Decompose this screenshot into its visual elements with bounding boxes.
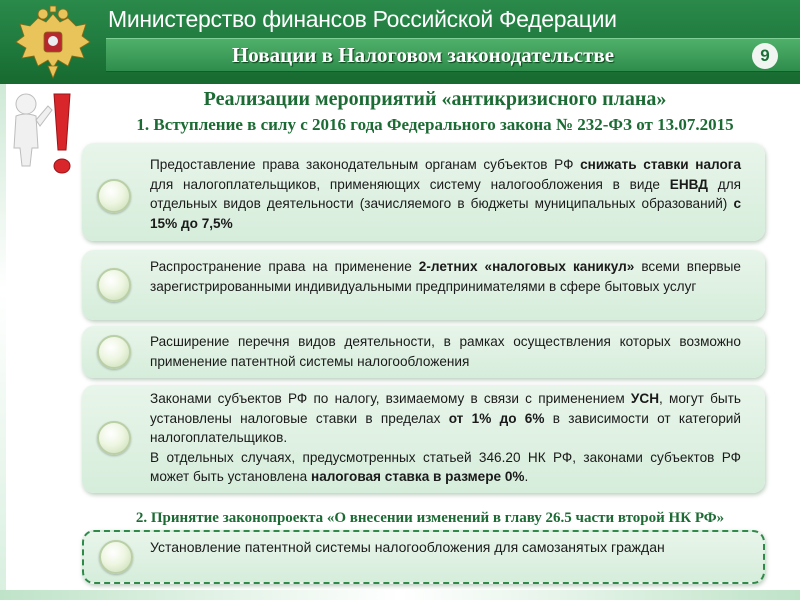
text-run: Предоставление права законодательным органам субъектов РФ [150,157,581,172]
text-bold: с 15% до 7,5% [150,196,741,231]
text-run: для отдельных видов деятельности (зачисляемого в бюджеты муниципальных образований) [150,176,741,211]
section1-title: 1. Вступление в силу с 2016 года Федерального закона № 232-ФЗ от 13.07.2015 [136,115,734,134]
measure-text-2 [150,257,741,296]
text-run: Установление патентной системы налогообложения для самозанятых граждан [150,539,665,555]
text-run: в зависимости от категорий налогоплательщиков. [150,410,741,445]
text-run: В отдельных случаях, предусмотренных статьей 346.20 НК РФ, законами субъектов РФ может быть установлена [150,449,741,484]
text-bold: налоговая ставка в размере 0% [311,469,525,484]
header-banner [0,0,800,84]
text-bold: УСН [630,391,660,406]
measure-card-1 [82,143,765,241]
text-run: . [524,469,529,484]
slide-subtitle: Новации в Налоговом законодательстве [231,43,615,67]
measure-card-5 [82,530,765,584]
bullet-icon [97,268,131,302]
text-run: Распространение права на применение [150,259,419,274]
section2-title: 2. Принятие законопроекта «О внесении изменений в главу 26.5 части второй НК РФ» [135,510,725,526]
measure-card-3 [82,326,765,378]
text-bold: ЕНВД [669,176,708,192]
slide-heading: Реализации мероприятий «антикризисного плана» [203,88,667,110]
text-bold: 2-летних «налоговых каникул» [418,259,635,274]
bullet-icon [99,540,133,574]
bottom-decoration [0,590,800,600]
measure-text-4 [150,389,741,487]
measure-card-4 [82,385,765,493]
left-decoration [0,84,6,600]
ministry-title: Министерство финансов Российской Федерации [108,6,617,32]
text-run: , могут быть установлены налоговые ставки в пределах [150,391,741,426]
measure-card-2 [82,250,765,320]
text-bold: от 1% до 6% [448,410,545,426]
page-number: 9 [752,43,778,69]
text-run: всеми впервые зарегистрированными индивидуальными предпринимателями в сфере бытовых услуг [150,259,741,294]
exclamation-figure-icon [8,86,80,182]
measure-text-5 [150,538,739,558]
text-run: Законами субъектов РФ по налогу, взимаемому в связи с применением [150,391,631,406]
measure-text-3 [150,332,741,371]
bullet-icon [97,335,131,369]
text-run: для налогоплательщиков, применяющих систему налогообложения в виде [150,176,670,192]
bullet-icon [97,179,131,213]
coat-of-arms-icon [8,4,98,82]
subtitle-bar [106,38,800,72]
text-run: Расширение перечня видов деятельности, в рамках осуществления которых возможно применение патентной системы налогообложения [150,334,741,369]
bullet-icon [97,421,131,455]
measure-text-1 [150,155,741,233]
text-bold: снижать ставки налога [580,157,742,172]
